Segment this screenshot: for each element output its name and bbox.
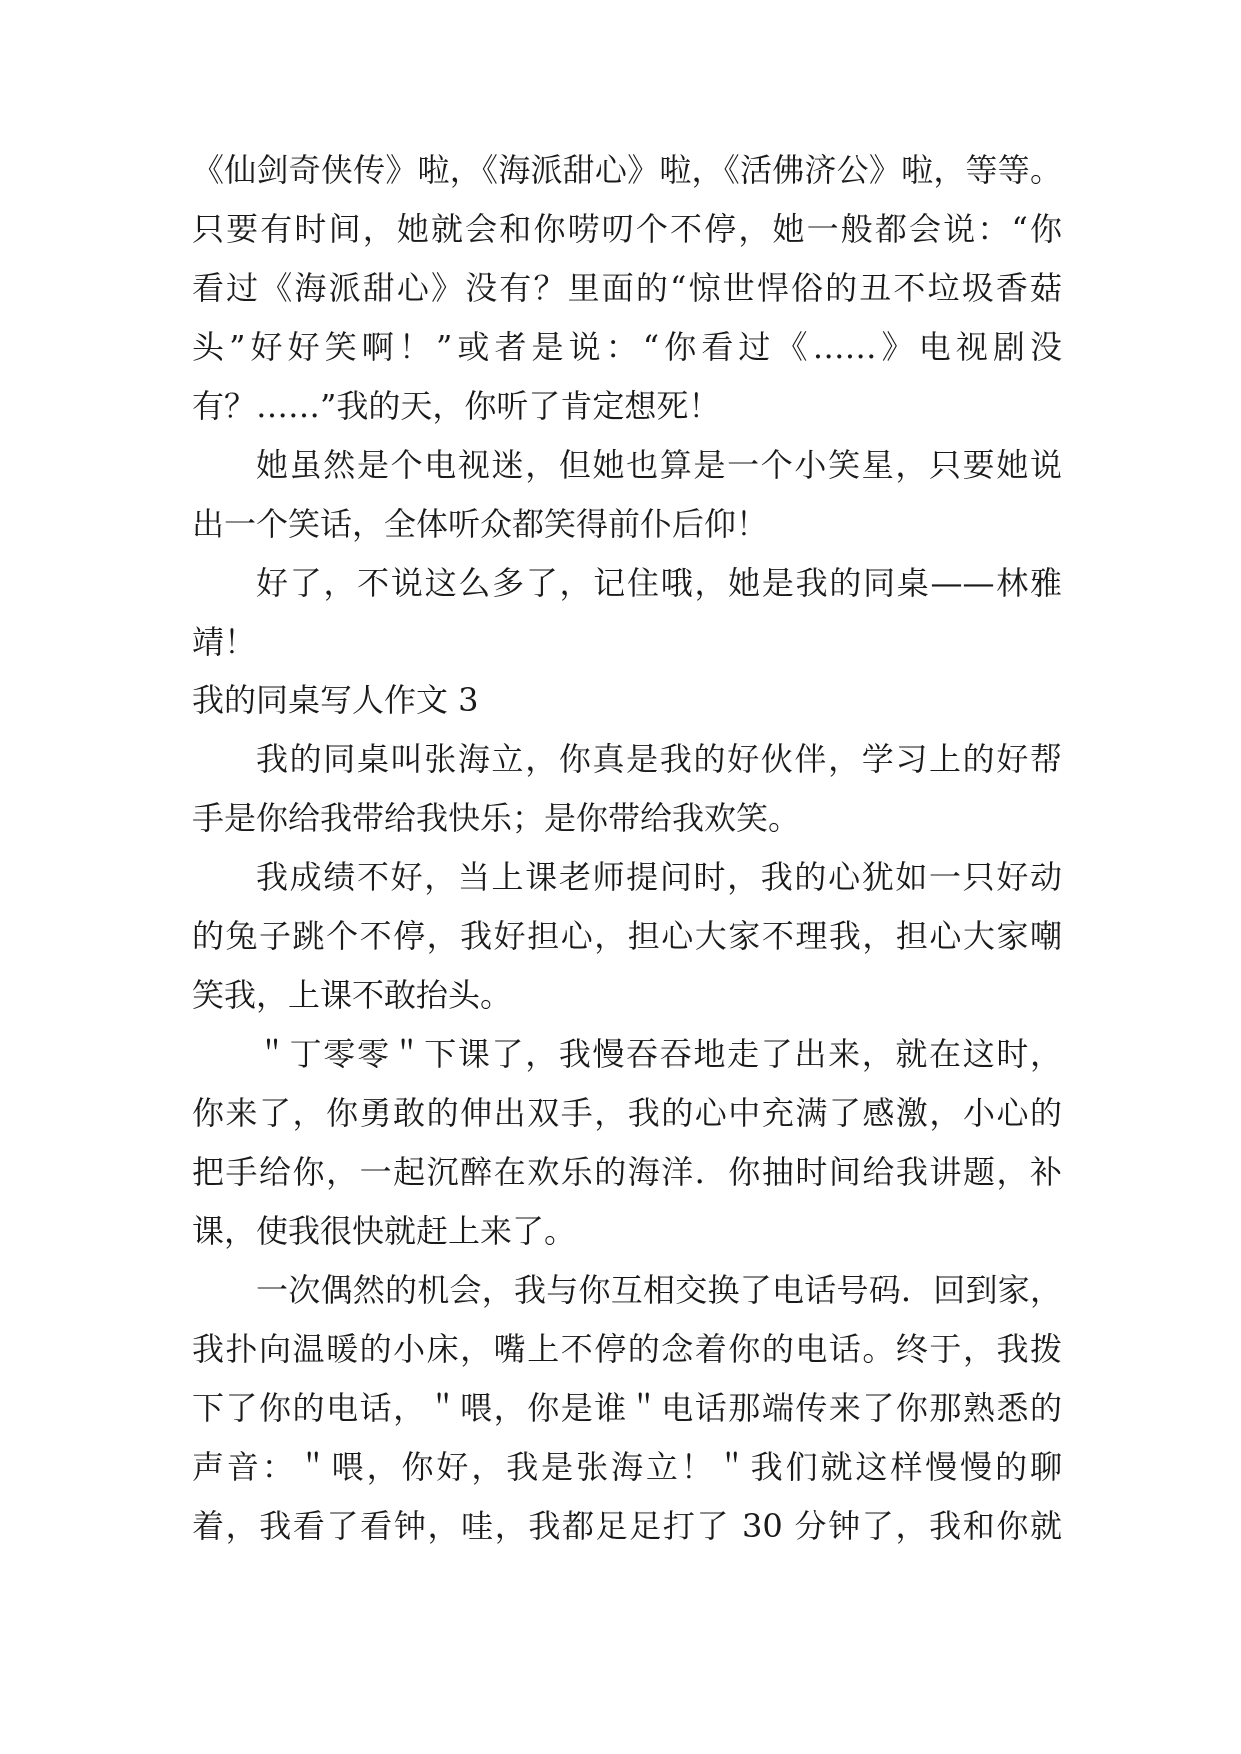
section-heading: 我的同桌写人作文 3 — [192, 681, 479, 719]
text-line: 出一个笑话，全体听众都笑得前仆后仰！ — [192, 505, 769, 543]
text-line: 头”好好笑啊！”或者是说：“你看过《……》电视剧没 — [192, 328, 1062, 366]
text-line: 课，使我很快就赶上来了。 — [192, 1212, 577, 1250]
text-line: 《仙剑奇侠传》啦，《海派甜心》啦，《活佛济公》啦，等等。 — [192, 151, 1062, 189]
paragraph-first-line: 一次偶然的机会，我与你互相交换了电话号码．回到家， — [256, 1271, 1062, 1309]
paragraph-first-line: 她虽然是个电视迷，但她也算是一个小笑星，只要她说 — [256, 446, 1062, 484]
paragraph-first-line: ＂丁零零＂下课了，我慢吞吞地走了出来，就在这时， — [256, 1035, 1062, 1073]
text-line: 声音：＂喂，你好，我是张海立！＂我们就这样慢慢的聊 — [192, 1448, 1062, 1486]
text-line: 你来了，你勇敢的伸出双手，我的心中充满了感激，小心的 — [192, 1094, 1062, 1132]
text-line: 把手给你，一起沉醉在欢乐的海洋．你抽时间给我讲题，补 — [192, 1153, 1062, 1191]
text-line: 手是你给我带给我快乐；是你带给我欢笑。 — [192, 799, 801, 837]
text-line: 有？……”我的天，你听了肯定想死！ — [192, 387, 721, 425]
text-line: 着，我看了看钟，哇，我都足足打了 30 分钟了，我和你就 — [192, 1507, 1062, 1545]
text-line: 下了你的电话，＂喂，你是谁＂电话那端传来了你那熟悉的 — [192, 1389, 1062, 1427]
paragraph-first-line: 我的同桌叫张海立，你真是我的好伙伴，学习上的好帮 — [256, 740, 1062, 778]
text-line: 看过《海派甜心》没有？里面的“惊世悍俗的丑不垃圾香菇 — [192, 269, 1062, 307]
text-line: 靖！ — [192, 623, 257, 661]
text-line: 我扑向温暖的小床，嘴上不停的念着你的电话。终于，我拨 — [192, 1330, 1062, 1368]
paragraph-first-line: 好了，不说这么多了，记住哦，她是我的同桌——林雅 — [256, 564, 1062, 602]
text-line: 笑我，上课不敢抬头。 — [192, 976, 513, 1014]
text-line: 只要有时间，她就会和你唠叨个不停，她一般都会说：“你 — [192, 210, 1062, 248]
text-line: 的兔子跳个不停，我好担心，担心大家不理我，担心大家嘲 — [192, 917, 1062, 955]
paragraph-first-line: 我成绩不好，当上课老师提问时，我的心犹如一只好动 — [256, 858, 1062, 896]
